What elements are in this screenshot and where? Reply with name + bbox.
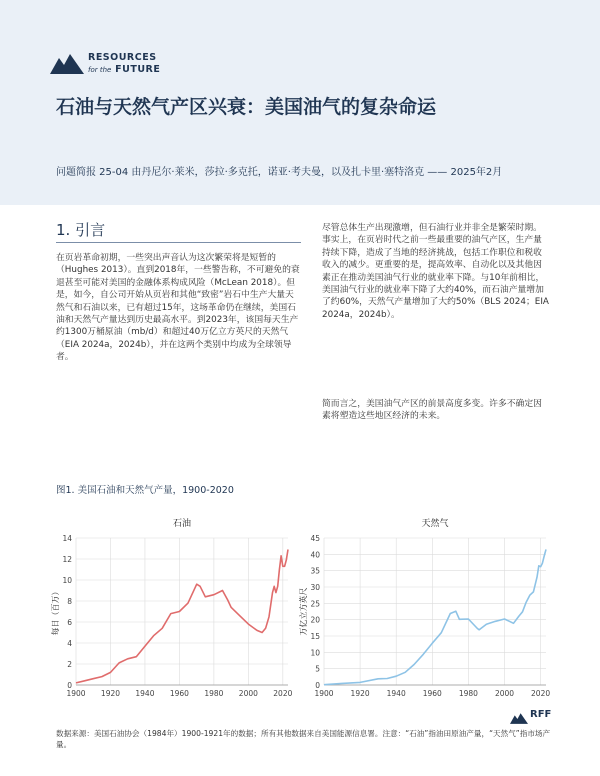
oil-y-tick-label: 10 bbox=[62, 576, 72, 585]
page-title: 石油与天然气产区兴衰：美国油气的复杂命运 bbox=[56, 96, 437, 118]
gas-y-tick-label: 0 bbox=[315, 681, 320, 690]
gas-y-tick-label: 35 bbox=[310, 566, 320, 576]
oil-y-tick-label: 0 bbox=[67, 681, 72, 690]
gas-y-tick-label: 20 bbox=[310, 615, 320, 625]
rff-logo[interactable] bbox=[50, 52, 170, 76]
mountain-logo-icon bbox=[50, 52, 84, 74]
oil-y-tick-label: 6 bbox=[67, 618, 72, 627]
intro-paragraph-right-2: 简而言之，美国油气产区的前景高度多变。许多不确定因素将塑造这些地区经济的未来。 bbox=[322, 399, 542, 422]
gas-y-tick-label: 10 bbox=[310, 648, 320, 658]
gas-chart-title: 天然气 bbox=[421, 519, 449, 529]
oil-x-tick-label: 1960 bbox=[169, 689, 189, 698]
heading-divider bbox=[56, 242, 301, 243]
gas-y-tick-label: 30 bbox=[310, 583, 320, 592]
oil-x-tick-label: 1980 bbox=[204, 689, 224, 698]
mountain-small-icon bbox=[510, 712, 528, 724]
gas-y-tick-label: 40 bbox=[310, 550, 320, 560]
oil-y-tick-label: 2 bbox=[67, 660, 72, 669]
oil-chart-title: 石油 bbox=[172, 519, 192, 529]
header-band bbox=[0, 0, 600, 205]
oil-y-tick-label: 4 bbox=[67, 639, 72, 648]
byline: 问题简报 25-04 由丹尼尔·莱米，莎拉·多克托，诺亚·考夫曼，以及扎卡里·塞特洛克 —— 2025年2月 bbox=[56, 167, 503, 178]
oil-y-tick-label: 14 bbox=[62, 534, 72, 543]
rff-brand-text: RFF bbox=[530, 709, 552, 720]
oil-y-axis-label: 每日（百万） bbox=[51, 587, 60, 636]
gas-x-tick-label: 1980 bbox=[458, 689, 478, 698]
gas-y-tick-label: 25 bbox=[310, 599, 320, 609]
gas-x-tick-label: 2000 bbox=[494, 689, 515, 698]
oil-x-tick-label: 2020 bbox=[273, 689, 293, 698]
gas-y-tick-label: 5 bbox=[315, 664, 320, 674]
logo-text-future bbox=[88, 64, 160, 75]
logo-text-for-the: for the bbox=[88, 66, 112, 74]
oil-y-tick-label: 12 bbox=[62, 555, 72, 564]
gas-x-tick-label: 1960 bbox=[422, 689, 442, 698]
oil-x-tick-label: 1920 bbox=[100, 689, 121, 698]
oil-series-line bbox=[76, 550, 288, 683]
intro-paragraph-right-1: 尽管总体生产出现激增，但石油行业并非全是繁荣时期。事实上，在页岩时代之前一些最重要的油气产区，生产量持续下降，造成了当地的经济挑战，包括工作职位和税收收入的减少。更重要的是，提高效率、自动化以及其他因素正在推动美国油气行业的就业率下降。与10年前相比，美国油气行业的就业率下降了大约40%，而石油产量增加了约60%，天然气产量增加了大约50%（BLS 2024；EIA 2024a，2024b）。 bbox=[322, 223, 549, 320]
oil-y-tick-label: 8 bbox=[67, 597, 72, 606]
production-charts bbox=[51, 510, 556, 710]
logo-text-resources: RESOURCES bbox=[88, 52, 157, 63]
rff-footer-logo bbox=[510, 709, 560, 723]
gas-y-axis-label: 万亿立方英尺 bbox=[299, 587, 308, 636]
gas-x-tick-label: 1900 bbox=[314, 689, 334, 698]
figure-caption: 图1. 美国石油和天然气产量，1900-2020 bbox=[56, 485, 234, 496]
figure-source-note: 数据来源：美国石油协会（1984年）1900-1921年的数据；所有其他数据来自美国能源信息署。注意：“石油”指油田原油产量，“天然气”指市场产量。 bbox=[56, 729, 551, 749]
gas-y-tick-label: 15 bbox=[310, 632, 320, 641]
oil-x-tick-label: 1900 bbox=[66, 689, 86, 698]
section-heading-intro: 1. 引言 bbox=[56, 221, 106, 239]
gas-x-tick-label: 1940 bbox=[386, 689, 406, 698]
intro-paragraph-left: 在页岩革命初期，一些突出声音认为这次繁荣将是短暂的（Hughes 2013）。直到2018年，一些警告称，不可避免的衰退甚至可能对美国的金融体系构成风险（McLean 2018）。但是，如今，自公司开始从页岩和其他“致密”岩石中生产大量天然气和石油以来，已有超过15年，这场革命仍在继续，美国石油和天然气产量达到历史最高水平。到2023年，该国每天生产约1300万桶原油（mb/d）和超过40万亿立方英尺的天然气（EIA 2024a，2024b），并在这两个类别中均成为全球领导者。 bbox=[56, 253, 300, 363]
gas-x-tick-label: 2020 bbox=[531, 689, 551, 698]
gas-series-line bbox=[324, 549, 546, 684]
oil-x-tick-label: 1940 bbox=[135, 689, 155, 698]
gas-x-tick-label: 1920 bbox=[350, 689, 370, 698]
gas-y-tick-label: 45 bbox=[310, 534, 320, 543]
logo-text-future-word: FUTURE bbox=[115, 64, 161, 75]
oil-x-tick-label: 2000 bbox=[238, 689, 258, 698]
